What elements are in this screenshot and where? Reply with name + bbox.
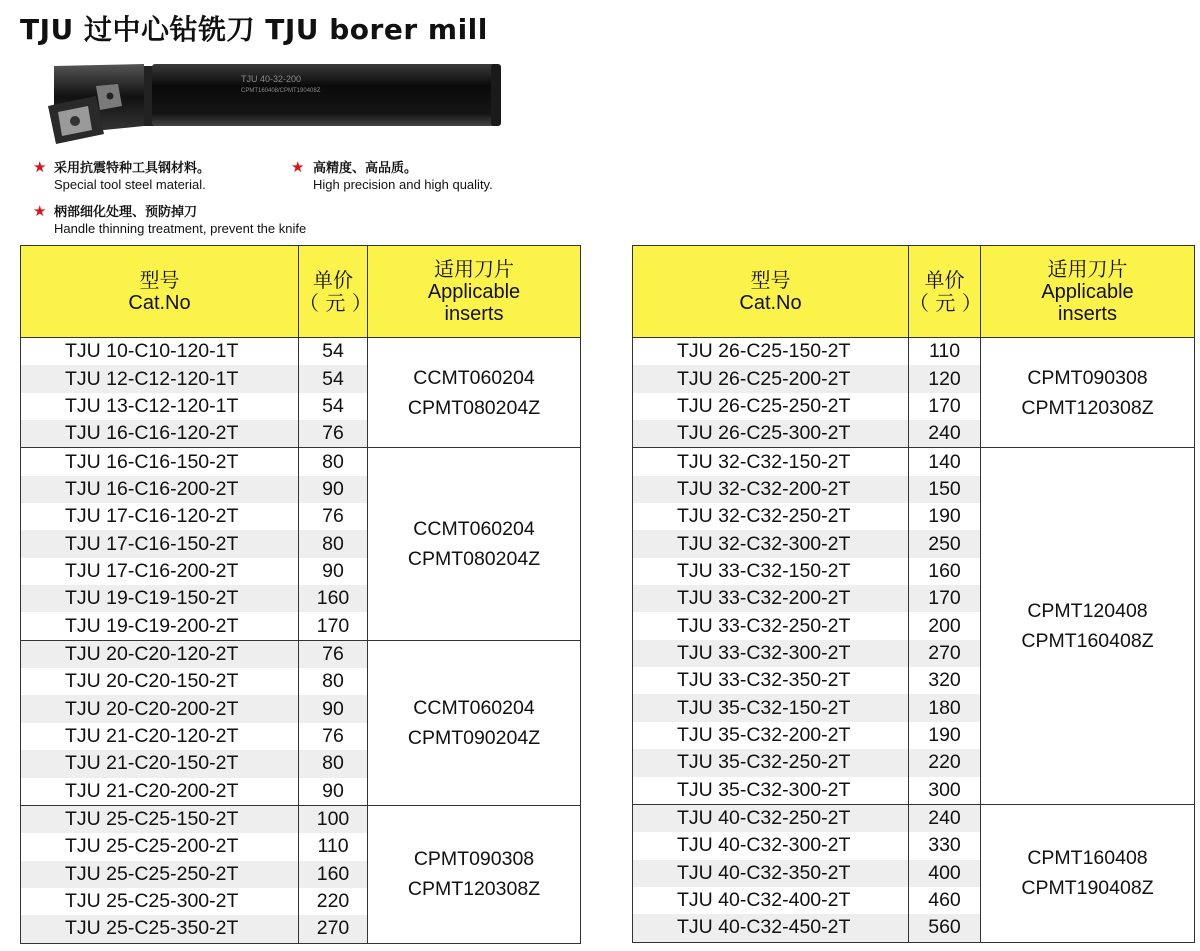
inserts-cell: [368, 448, 581, 640]
price-cell: 76: [299, 420, 368, 448]
price-cell: 76: [299, 503, 368, 530]
cat-no-cell: TJU 20-C20-200-2T: [21, 695, 299, 722]
feature-en: High precision and high quality.: [313, 177, 493, 192]
table-row: [21, 448, 581, 476]
inserts-header: 适用刀片 Applicable inserts: [368, 246, 581, 338]
price-cell: 110: [909, 338, 981, 366]
feature-item: [313, 161, 493, 193]
feature-en: Handle thinning treatment, prevent the knife: [54, 221, 307, 236]
tool-marking-text: TJU 40-32-200: [241, 74, 302, 84]
price-cell: 90: [299, 476, 368, 503]
price-cell: 200: [909, 612, 981, 639]
cat-header: 型号 Cat.No: [21, 246, 299, 338]
inserts-cell: [368, 805, 581, 943]
price-cell: 170: [909, 585, 981, 612]
cat-no-cell: TJU 16-C16-150-2T: [21, 448, 299, 476]
price-cell: 80: [299, 750, 368, 777]
price-cell: 170: [299, 612, 368, 640]
price-cell: 120: [909, 365, 981, 392]
insert-code: CPMT190408Z: [1021, 877, 1154, 900]
inserts-cell: [981, 448, 1195, 804]
cat-no-cell: TJU 21-C20-120-2T: [21, 723, 299, 750]
insert-code: CPMT080204Z: [407, 396, 541, 419]
price-cell: 220: [909, 749, 981, 776]
cat-no-cell: TJU 25-C25-350-2T: [21, 915, 299, 943]
inserts-cell: [368, 640, 581, 805]
table-row: [21, 640, 581, 668]
cat-no-cell: TJU 17-C16-200-2T: [21, 558, 299, 585]
price-cell: 250: [909, 530, 981, 557]
tool-photo: [44, 56, 504, 156]
cat-no-cell: TJU 35-C32-150-2T: [633, 694, 909, 721]
insert-code: CPMT160408Z: [1021, 630, 1154, 653]
price-cell: 320: [909, 667, 981, 694]
cat-no-cell: TJU 35-C32-250-2T: [633, 749, 909, 776]
price-header: 单价 （ 元 ）: [299, 246, 368, 338]
price-cell: 240: [909, 804, 981, 832]
price-cell: 54: [299, 393, 368, 420]
price-cell: 100: [299, 805, 368, 833]
insert-code: CPMT090308: [1027, 366, 1148, 389]
cat-no-cell: TJU 16-C16-200-2T: [21, 476, 299, 503]
star-icon: ★: [291, 159, 305, 176]
feature-item: [54, 161, 210, 193]
price-table-right: [632, 245, 1195, 943]
cat-no-cell: TJU 16-C16-120-2T: [21, 420, 299, 448]
cat-no-cell: TJU 19-C19-150-2T: [21, 585, 299, 612]
price-cell: 300: [909, 777, 981, 805]
price-cell: 180: [909, 694, 981, 721]
cat-no-cell: TJU 20-C20-150-2T: [21, 668, 299, 695]
cat-no-cell: TJU 33-C32-300-2T: [633, 640, 909, 667]
price-cell: 170: [909, 393, 981, 420]
cat-no-cell: TJU 32-C32-300-2T: [633, 530, 909, 557]
cat-no-cell: TJU 17-C16-120-2T: [21, 503, 299, 530]
inserts-cell: [981, 338, 1195, 448]
insert-code: CPMT090204Z: [407, 726, 541, 749]
cat-no-cell: TJU 25-C25-300-2T: [21, 888, 299, 915]
cat-no-cell: TJU 12-C12-120-1T: [21, 365, 299, 392]
cat-no-cell: TJU 25-C25-150-2T: [21, 805, 299, 833]
price-cell: 76: [299, 640, 368, 668]
inserts-cell: [981, 804, 1195, 942]
price-cell: 80: [299, 668, 368, 695]
cat-no-cell: TJU 21-C20-200-2T: [21, 778, 299, 806]
cat-no-cell: TJU 40-C32-400-2T: [633, 887, 909, 914]
cat-no-cell: TJU 35-C32-200-2T: [633, 722, 909, 749]
inserts-cell: [368, 338, 581, 448]
cat-no-cell: TJU 32-C32-250-2T: [633, 503, 909, 530]
inserts-header: 适用刀片 Applicable inserts: [981, 246, 1195, 338]
price-cell: 560: [909, 914, 981, 942]
cat-no-cell: TJU 33-C32-250-2T: [633, 612, 909, 639]
price-cell: 400: [909, 860, 981, 887]
table-row: [21, 805, 581, 833]
price-cell: 140: [909, 448, 981, 476]
cat-no-cell: TJU 19-C19-200-2T: [21, 612, 299, 640]
price-cell: 76: [299, 723, 368, 750]
feature-zh: 柄部细化处理、预防掉刀: [54, 205, 198, 220]
cat-no-cell: TJU 26-C25-300-2T: [633, 420, 909, 448]
price-table-left: [20, 245, 581, 944]
cat-no-cell: TJU 10-C10-120-1T: [21, 338, 299, 366]
price-cell: 80: [299, 530, 368, 557]
feature-item: [54, 205, 306, 237]
star-icon: ★: [33, 159, 47, 176]
price-cell: 160: [299, 585, 368, 612]
table-row: [633, 804, 1195, 832]
insert-code: CPMT160408: [1027, 847, 1148, 870]
cat-no-cell: TJU 21-C20-150-2T: [21, 750, 299, 777]
price-cell: 54: [299, 365, 368, 392]
price-cell: 150: [909, 476, 981, 503]
cat-no-cell: TJU 17-C16-150-2T: [21, 530, 299, 557]
price-cell: 270: [299, 915, 368, 943]
price-header: 单价 （ 元 ）: [909, 246, 981, 338]
price-cell: 160: [909, 558, 981, 585]
insert-code: CPMT120308Z: [1021, 396, 1154, 419]
cat-no-cell: TJU 35-C32-300-2T: [633, 777, 909, 805]
page-title: TJU 过中心钻铣刀 TJU borer mill: [20, 13, 488, 46]
cat-no-cell: TJU 32-C32-150-2T: [633, 448, 909, 476]
price-cell: 460: [909, 887, 981, 914]
cat-header: 型号 Cat.No: [633, 246, 909, 338]
insert-code: CCMT060204: [413, 696, 535, 719]
insert-code: CPMT080204Z: [407, 548, 541, 571]
cat-no-cell: TJU 40-C32-350-2T: [633, 860, 909, 887]
insert-code: CPMT120308Z: [407, 878, 541, 901]
cat-no-cell: TJU 13-C12-120-1T: [21, 393, 299, 420]
cat-no-cell: TJU 40-C32-250-2T: [633, 804, 909, 832]
price-cell: 190: [909, 503, 981, 530]
price-cell: 270: [909, 640, 981, 667]
price-cell: 80: [299, 448, 368, 476]
table-row: [21, 338, 581, 366]
table-row: [633, 338, 1195, 366]
cat-no-cell: TJU 26-C25-250-2T: [633, 393, 909, 420]
feature-zh: 高精度、高品质。: [313, 161, 418, 176]
cat-no-cell: TJU 33-C32-200-2T: [633, 585, 909, 612]
feature-en: Special tool steel material.: [54, 177, 206, 192]
tool-marking-text: CPMT160408/CPMT190408Z: [241, 88, 321, 94]
price-cell: 90: [299, 778, 368, 806]
cat-no-cell: TJU 25-C25-250-2T: [21, 861, 299, 888]
price-cell: 90: [299, 558, 368, 585]
cat-no-cell: TJU 40-C32-450-2T: [633, 914, 909, 942]
cat-no-cell: TJU 20-C20-120-2T: [21, 640, 299, 668]
cat-no-cell: TJU 32-C32-200-2T: [633, 476, 909, 503]
insert-code: CCMT060204: [413, 518, 535, 541]
price-cell: 190: [909, 722, 981, 749]
price-cell: 110: [299, 833, 368, 860]
price-cell: 240: [909, 420, 981, 448]
insert-code: CCMT060204: [413, 366, 535, 389]
table-row: [633, 448, 1195, 476]
star-icon: ★: [33, 203, 47, 220]
cat-no-cell: TJU 33-C32-350-2T: [633, 667, 909, 694]
price-cell: 90: [299, 695, 368, 722]
insert-code: CPMT090308: [413, 848, 535, 871]
price-cell: 220: [299, 888, 368, 915]
price-cell: 160: [299, 861, 368, 888]
cat-no-cell: TJU 40-C32-300-2T: [633, 832, 909, 859]
cat-no-cell: TJU 33-C32-150-2T: [633, 558, 909, 585]
price-cell: 54: [299, 338, 368, 366]
insert-code: CPMT120408: [1027, 600, 1148, 623]
feature-zh: 采用抗震特种工具钢材料。: [54, 161, 211, 176]
cat-no-cell: TJU 26-C25-150-2T: [633, 338, 909, 366]
price-cell: 330: [909, 832, 981, 859]
cat-no-cell: TJU 25-C25-200-2T: [21, 833, 299, 860]
cat-no-cell: TJU 26-C25-200-2T: [633, 365, 909, 392]
